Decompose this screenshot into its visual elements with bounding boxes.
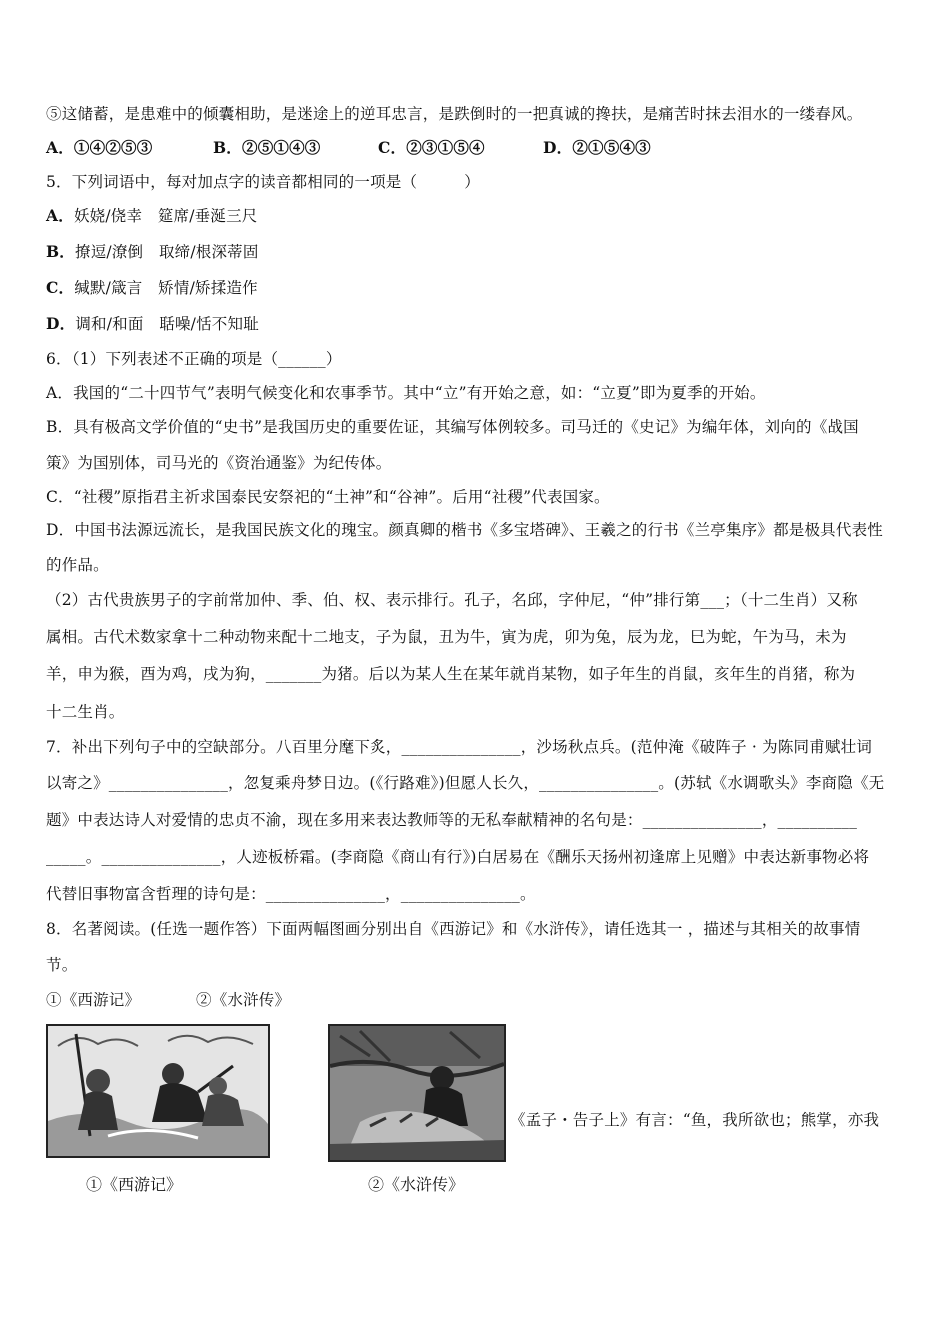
q5-option-c-label: C．	[46, 278, 75, 297]
q5-option-d-label: D．	[46, 314, 76, 333]
q5-option-d-text: 调和/和面 聒噪/恬不知耻	[75, 315, 259, 333]
q6-option-d-cont: 的作品。	[46, 556, 109, 574]
q5-option-a-text: 妖娆/侥幸 筵席/垂涎三尺	[73, 207, 258, 225]
q7-line1: 7．补出下列句子中的空缺部分。八百里分麾下炙，_______________，沙场秋点兵。(范仲淹《破阵子 · 为陈同甫赋壮词	[46, 738, 873, 756]
q4-option-b[interactable]: B．②⑤①④③	[213, 138, 321, 157]
q6-stem: 6．（1）下列表述不正确的项是（______）	[46, 350, 342, 368]
q6-option-b-cont: 策》为国别体，司马光的《资治通鉴》为纪传体。	[46, 454, 392, 472]
shuihuzhuan-illustration	[328, 1024, 506, 1162]
shuihuzhuan-caption: ②《水浒传》	[368, 1175, 465, 1194]
q5-stem: 5．下列词语中，每对加点字的读音都相同的一项是（ ）	[46, 173, 480, 191]
q8-choice-shuihuzhuan[interactable]: ②《水浒传》	[196, 991, 291, 1009]
q5-option-d[interactable]	[46, 314, 908, 334]
q7-line3: 题》中表达诗人对爱情的忠贞不渝，现在多用来表达教师等的无私奉献精神的名句是：_______________，__________	[46, 811, 858, 829]
q9-stem: 《孟子・告子上》有言：“鱼，我所欲也；熊掌，亦我	[510, 1111, 880, 1129]
q5-option-b[interactable]	[46, 242, 908, 262]
shuihuzhuan-figure	[328, 1024, 508, 1196]
q6-part2-line3: 羊，申为猴，酉为鸡，戌为狗，_______为猪。后以为某人生在某年就肖某物，如子年生的肖鼠，亥年生的肖猪，称为	[46, 665, 856, 683]
q5-option-b-label: B．	[46, 242, 76, 261]
q4-option-c[interactable]: C．②③①⑤④	[378, 138, 485, 157]
q6-option-a[interactable]: A．我国的“二十四节气”表明气候变化和农事季节。其中“立”有开始之意，如：“立夏”即为夏季的开始。	[46, 384, 766, 402]
q6-option-d[interactable]: D．中国书法源远流长，是我国民族文化的瑰宝。颜真卿的楷书《多宝塔碑》、王羲之的行书《兰亭集序》都是极具代表性	[46, 521, 883, 539]
q5-option-b-text: 撩逗/潦倒 取缔/根深蒂固	[75, 243, 259, 261]
q7-line5: 代替旧事物富含哲理的诗句是：_______________，_______________。	[46, 885, 536, 903]
q4-item-5: ⑤这储蓄，是患难中的倾囊相助，是迷途上的逆耳忠言，是跌倒时的一把真诚的搀扶，是痛苦时抹去泪水的一缕春风。	[46, 105, 863, 123]
q7-line4: _____。_______________，人迹板桥霜。(李商隐《商山有行》)白居易在《酬乐天扬州初逢席上见赠》中表达新事物必将	[46, 848, 870, 866]
q4-option-a[interactable]: A．①④②⑤③	[46, 138, 153, 157]
q6-part2-line4: 十二生肖。	[46, 703, 125, 721]
xiyouji-figure	[46, 1024, 271, 1196]
q5-option-a-label: A．	[46, 206, 74, 225]
q5-option-a[interactable]	[46, 206, 908, 226]
q4-option-d[interactable]: D．②①⑤④③	[543, 138, 651, 157]
q6-option-c[interactable]: C．“社稷”原指君主祈求国泰民安祭祀的“土神”和“谷神”。后用“社稷”代表国家。	[46, 488, 610, 506]
q5-option-c[interactable]	[46, 278, 908, 298]
q6-option-b[interactable]: B．具有极高文学价值的“史书”是我国历史的重要佐证，其编写体例较多。司马迁的《史记》为编年体，刘向的《战国	[46, 418, 859, 436]
q8-stem: 8．名著阅读。(任选一题作答）下面两幅图画分别出自《西游记》和《水浒传》，请任选其一 ，描述与其相关的故事情	[46, 920, 861, 938]
q8-stem-cont: 节。	[46, 956, 78, 974]
xiyouji-caption: ①《西游记》	[86, 1175, 183, 1194]
q6-part2-line1: （2）古代贵族男子的字前常加仲、季、伯、权、表示排行。孔子，名邱，字仲尼，“仲”排行第___；（十二生肖）又称	[46, 591, 858, 609]
q6-part2-line2: 属相。古代术数家拿十二种动物来配十二地支，子为鼠，丑为牛，寅为虎，卯为兔，辰为龙，巳为蛇，午为马，未为	[46, 628, 847, 646]
q7-line2: 以寄之》_______________，忽复乘舟梦日边。(《行路难》)但愿人长久，_______________。(苏轼《水调歌头》李商隐《无	[46, 774, 885, 792]
q5-option-c-text: 缄默/箴言 矫情/矫揉造作	[74, 279, 258, 297]
xiyouji-illustration	[46, 1024, 270, 1158]
q8-choice-xiyouji[interactable]: ①《西游记》	[46, 991, 141, 1009]
